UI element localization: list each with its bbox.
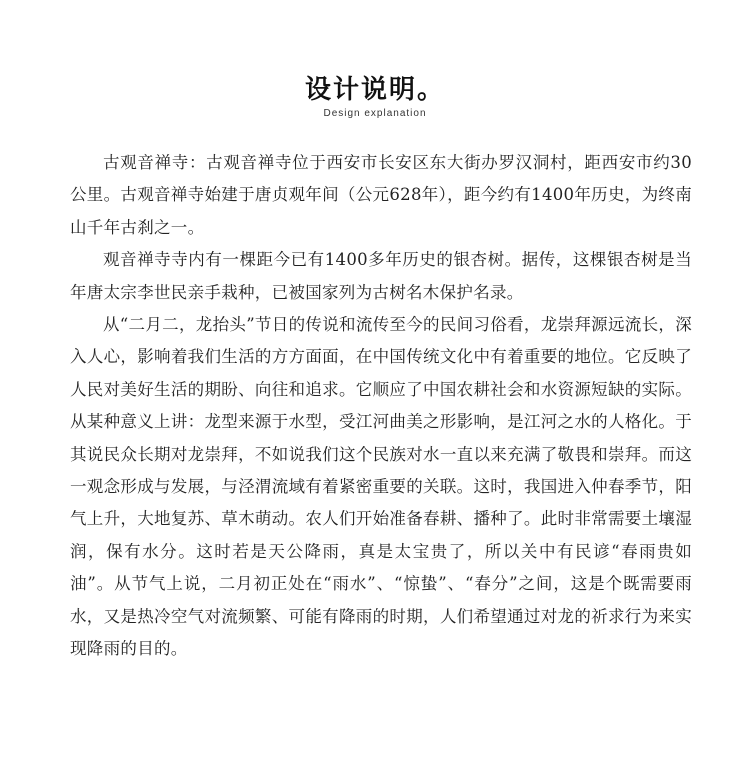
paragraph-dragon-festival: 从“二月二，龙抬头”节日的传说和流传至今的民间习俗看，龙崇拜源远流长，深入人心，影响着我们生活的方方面面，在中国传统文化中有着重要的地位。它反映了人民对美好生活的期盼、向往和追求。它顺应了中国农耕社会和水资源短缺的实际。从某种意义上讲：龙型来源于水型，受江河曲美之形影响，是江河之水的人格化。于其说民众长期对龙崇拜，不如说我们这个民族对水一直以来充满了敬畏和崇拜。而这一观念形成与发展，与泾渭流域有着紧密重要的关联。这时，我国进入仲春季节，阳气上升，大地复苏、草木萌动。农人们开始准备春耕、播种了。此时非常需要土壤湿润，保有水分。这时若是天公降雨，真是太宝贵了，所以关中有民谚“春雨贵如油”。从节气上说，二月初正处在“雨水”、“惊蛰”、“春分”之间，这是个既需要雨水，又是热冷空气对流频繁、可能有降雨的时期，人们希望通过对龙的祈求行为来实现降雨的目的。	[70, 315, 692, 659]
paragraph-ginkgo-tree: 观音禅寺寺内有一棵距今已有1400多年历史的银杏树。据传，这棵银杏树是当年唐太宗李世民亲手栽种，已被国家列为古树名木保护名录。	[70, 250, 692, 302]
page-subtitle: Design explanation	[323, 108, 427, 119]
paragraph-temple-intro: 古观音禅寺：古观音禅寺位于西安市长安区东大街办罗汉洞村，距西安市约30公里。古观音禅寺始建于唐贞观年间（公元628年），距今约有1400年历史，为终南山千年古刹之一。	[70, 153, 692, 237]
description-body	[70, 147, 692, 666]
page-title: 设计说明。	[304, 75, 445, 105]
